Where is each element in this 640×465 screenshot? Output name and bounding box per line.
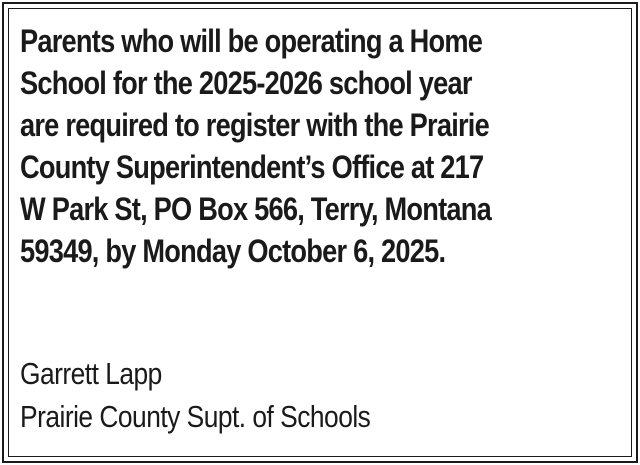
notice-line: are required to register with the Prairie	[20, 107, 489, 143]
notice-body	[20, 20, 534, 272]
notice-line: County Superintendent’s Office at 217	[20, 149, 484, 185]
notice-line: W Park St, PO Box 566, Terry, Montana	[20, 191, 492, 227]
notice-line: 59349, by Monday October 6, 2025.	[20, 233, 446, 269]
signature-title: Prairie County Supt. of Schools	[20, 399, 371, 434]
notice-line: School for the 2025-2026 school year	[20, 65, 472, 101]
signature-block	[20, 352, 370, 438]
signature-name: Garrett Lapp	[20, 356, 162, 391]
notice-line: Parents who will be operating a Home	[20, 23, 483, 59]
